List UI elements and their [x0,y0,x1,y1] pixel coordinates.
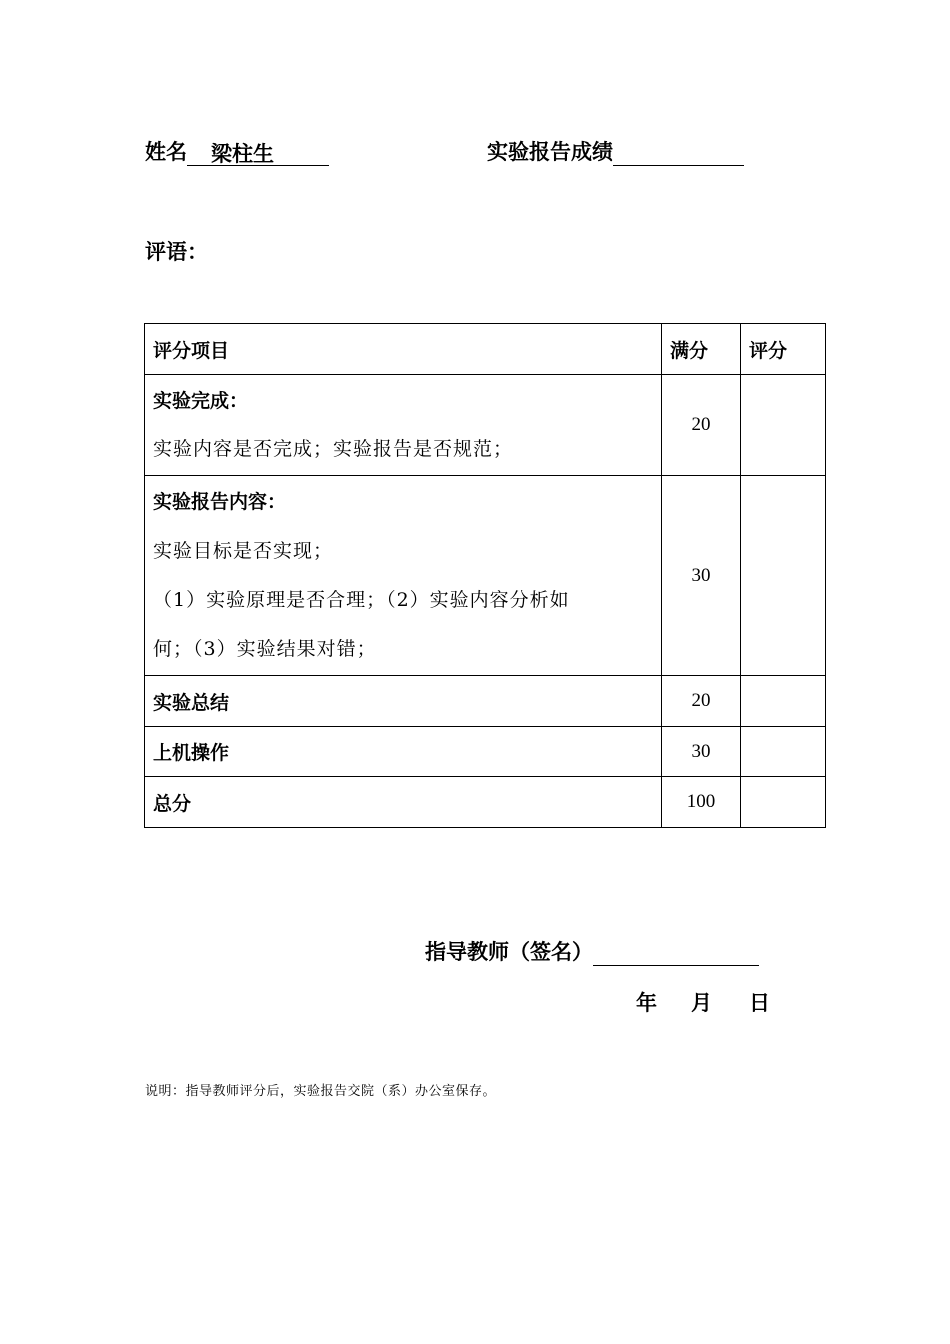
row-title: 实验报告内容： [153,490,287,513]
report-grade-field [487,138,744,166]
row-title: 上机操作 [145,727,662,777]
teacher-signature-label: 指导教师（签名） [425,940,593,964]
row-description: 实验内容是否完成；实验报告是否规范； [153,438,514,460]
row-full-score: 30 [662,476,741,676]
row-item-cell [145,375,662,476]
row-description: 何；（3）实验结果对错； [153,637,377,660]
report-grade-label: 实验报告成绩 [487,140,613,164]
row-title: 实验总结 [145,676,662,727]
table-row [145,375,826,476]
row-full-score: 20 [662,676,741,727]
comment-label: 评语： [145,240,208,264]
date-month: 月 [691,991,712,1015]
row-full-score: 100 [662,777,741,828]
report-grade-value-field[interactable] [613,139,744,166]
row-description: 实验目标是否实现； [153,539,334,562]
table-row [145,476,826,676]
header-score: 评分 [741,324,826,375]
row-item-cell [145,476,662,676]
table-row [145,727,826,777]
footnote: 说明：指导教师评分后，实验报告交院（系）办公室保存。 [145,1084,497,1099]
row-score-input[interactable] [741,375,826,476]
row-title: 实验完成： [153,390,249,412]
row-full-score: 20 [662,375,741,476]
name-value: 梁柱生 [211,142,274,166]
row-full-score: 30 [662,727,741,777]
name-field [145,138,329,166]
row-score-input[interactable] [741,727,826,777]
date-day: 日 [749,991,770,1015]
row-score-input[interactable] [741,676,826,727]
row-description: （1）实验原理是否合理；（2）实验内容分析如 [153,588,570,611]
row-title: 总分 [145,777,662,828]
header-full-score: 满分 [662,324,741,375]
date-year: 年 [636,991,657,1015]
name-label: 姓名 [145,140,187,164]
teacher-signature-field [425,938,759,966]
grading-table [144,323,826,828]
table-row [145,777,826,828]
header-item: 评分项目 [145,324,662,375]
name-value-field[interactable] [187,140,329,166]
row-score-input[interactable] [741,476,826,676]
row-score-input[interactable] [741,777,826,828]
table-row [145,676,826,727]
teacher-signature-input[interactable] [593,939,759,966]
table-header-row [145,324,826,375]
